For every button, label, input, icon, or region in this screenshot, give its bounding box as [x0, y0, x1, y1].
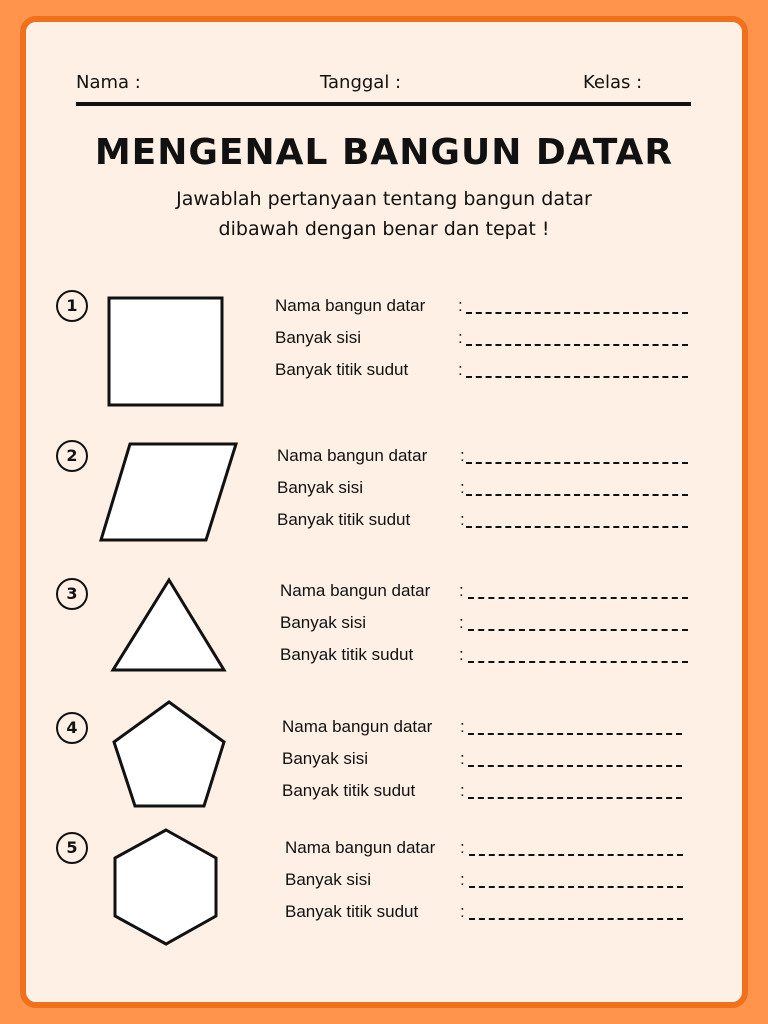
parallelogram-shape [96, 438, 242, 546]
answer-blank[interactable] [466, 312, 688, 314]
field-label: Banyak titik sudut [280, 645, 414, 664]
triangle-shape [108, 574, 230, 676]
header-divider [76, 102, 691, 106]
answer-blank[interactable] [466, 344, 688, 346]
class-label: Kelas : [583, 72, 643, 93]
worksheet-instructions [0, 184, 768, 244]
field-colon: : [460, 902, 465, 921]
answer-blank[interactable] [466, 526, 688, 528]
answer-blank[interactable] [468, 661, 688, 663]
field-colon: : [459, 581, 464, 600]
pentagon-shape [108, 696, 230, 812]
field-colon: : [459, 613, 464, 632]
worksheet-title: MENGENAL BANGUN DATAR [94, 132, 674, 173]
instructions-line-1: Jawablah pertanyaan tentang bangun datar [176, 188, 592, 210]
field-colon: : [460, 446, 465, 465]
instructions-line-2: dibawah dengan benar dan tepat ! [218, 218, 550, 240]
field-label: Banyak sisi [277, 478, 363, 497]
answer-blank[interactable] [468, 629, 688, 631]
answer-blank[interactable] [468, 765, 682, 767]
field-colon: : [460, 510, 465, 529]
question-number-5: 5 [56, 832, 88, 864]
date-label: Tanggal : [320, 72, 402, 93]
field-label: Banyak sisi [282, 749, 368, 768]
hexagon-shape [108, 824, 224, 950]
answer-blank[interactable] [469, 918, 683, 920]
square-shape [100, 290, 232, 414]
field-label: Nama bangun datar [280, 581, 431, 600]
field-colon: : [458, 360, 463, 379]
field-label: Banyak titik sudut [277, 510, 411, 529]
answer-blank[interactable] [468, 733, 682, 735]
field-colon: : [460, 781, 465, 800]
field-label: Banyak sisi [275, 328, 361, 347]
question-number-3: 3 [56, 578, 88, 610]
field-label: Banyak titik sudut [285, 902, 419, 921]
answer-blank[interactable] [469, 854, 683, 856]
header-row [76, 72, 690, 96]
field-colon: : [460, 478, 465, 497]
answer-blank[interactable] [468, 797, 682, 799]
answer-blank[interactable] [468, 597, 688, 599]
field-label: Nama bangun datar [277, 446, 428, 465]
field-colon: : [459, 645, 464, 664]
field-colon: : [460, 717, 465, 736]
field-colon: : [458, 296, 463, 315]
field-colon: : [460, 749, 465, 768]
field-label: Banyak titik sudut [282, 781, 416, 800]
question-number-1: 1 [56, 290, 88, 322]
question-number-4: 4 [56, 712, 88, 744]
field-label: Nama bangun datar [282, 717, 433, 736]
field-colon: : [458, 328, 463, 347]
field-colon: : [460, 870, 465, 889]
name-label: Nama : [76, 72, 141, 93]
answer-blank[interactable] [466, 494, 688, 496]
answer-blank[interactable] [469, 886, 683, 888]
field-label: Nama bangun datar [285, 838, 436, 857]
field-colon: : [460, 838, 465, 857]
field-label: Banyak sisi [285, 870, 371, 889]
field-label: Banyak titik sudut [275, 360, 409, 379]
field-label: Banyak sisi [280, 613, 366, 632]
field-label: Nama bangun datar [275, 296, 426, 315]
question-number-2: 2 [56, 440, 88, 472]
answer-blank[interactable] [466, 376, 688, 378]
answer-blank[interactable] [466, 462, 688, 464]
